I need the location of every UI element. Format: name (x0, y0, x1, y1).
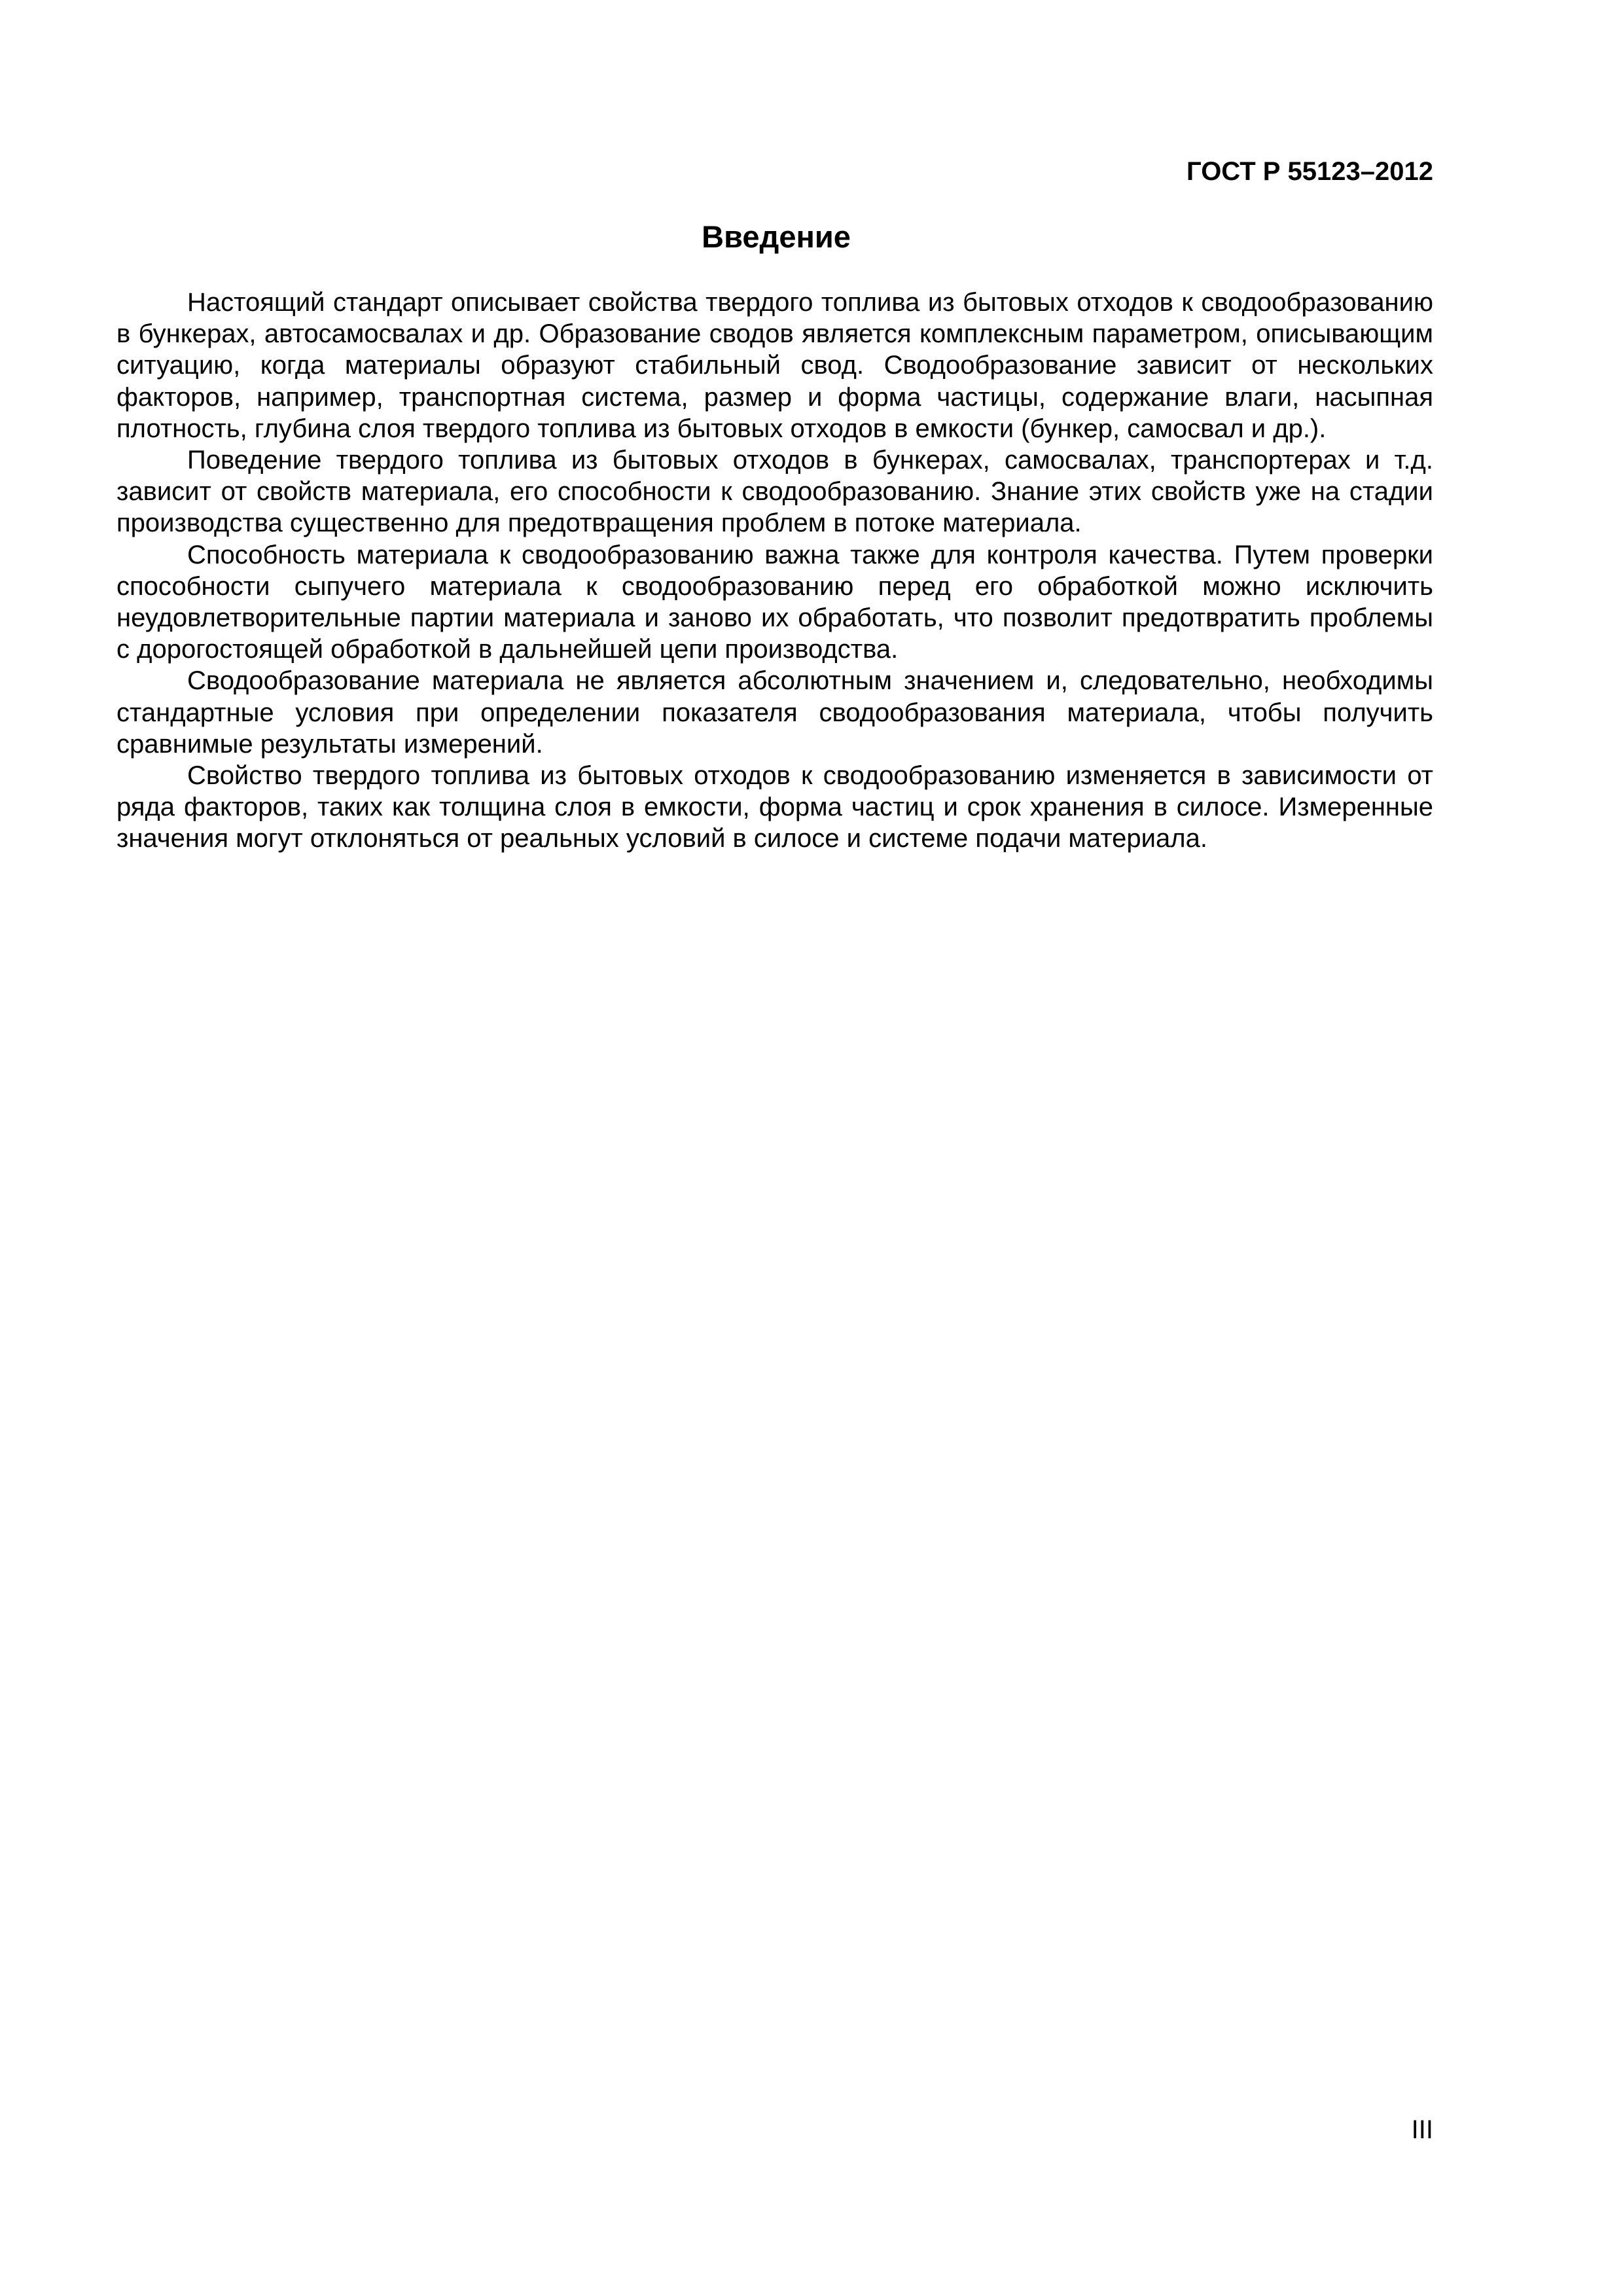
paragraph: Способность материала к сводообразованию важна также для контроля качества. Путем проверки способности сыпучего материала к сводообразованию перед его обработкой можно исключить неудовлетворительные партии материала и заново их обработать, что позволит предотвратить проблемы с дорогостоящей обработкой в дальнейшей цепи производства. (116, 540, 1433, 664)
paragraph: Сводообразование материала не является абсолютным значением и, следовательно, необходимы стандартные условия при определении показателя сводообразования материала, чтобы получить сравнимые результаты измерений. (116, 666, 1433, 759)
paragraph: Настоящий стандарт описывает свойства твердого топлива из бытовых отходов к сводообразованию в бункерах, автосамосвалах и др. Образование сводов является комплексным параметром, описывающим ситуацию, когда материалы образуют стабильный свод. Сводообразование зависит от нескольких факторов, например, транспортная система, размер и форма частицы, содержание влаги, насыпная плотность, глубина слоя твердого топлива из бытовых отходов в емкости (бункер, самосвал и др.). (116, 288, 1433, 443)
section-title: Введение (702, 219, 851, 254)
document-code: ГОСТ Р 55123–2012 (1186, 157, 1433, 186)
body-text (116, 287, 1433, 855)
paragraph: Поведение твердого топлива из бытовых отходов в бункерах, самосвалах, транспортерах и т.д. зависит от свойств материала, его способности к сводообразованию. Знание этих свойств уже на стадии производства существенно для предотвращения проблем в потоке материала. (116, 446, 1433, 538)
paragraph: Свойство твердого топлива из бытовых отходов к сводообразованию изменяется в зависимости от ряда факторов, таких как толщина слоя в емкости, форма частиц и срок хранения в силосе. Измеренные значения могут отклоняться от реальных условий в силосе и системе подачи материала. (116, 761, 1433, 853)
page-number: III (1411, 2115, 1433, 2144)
